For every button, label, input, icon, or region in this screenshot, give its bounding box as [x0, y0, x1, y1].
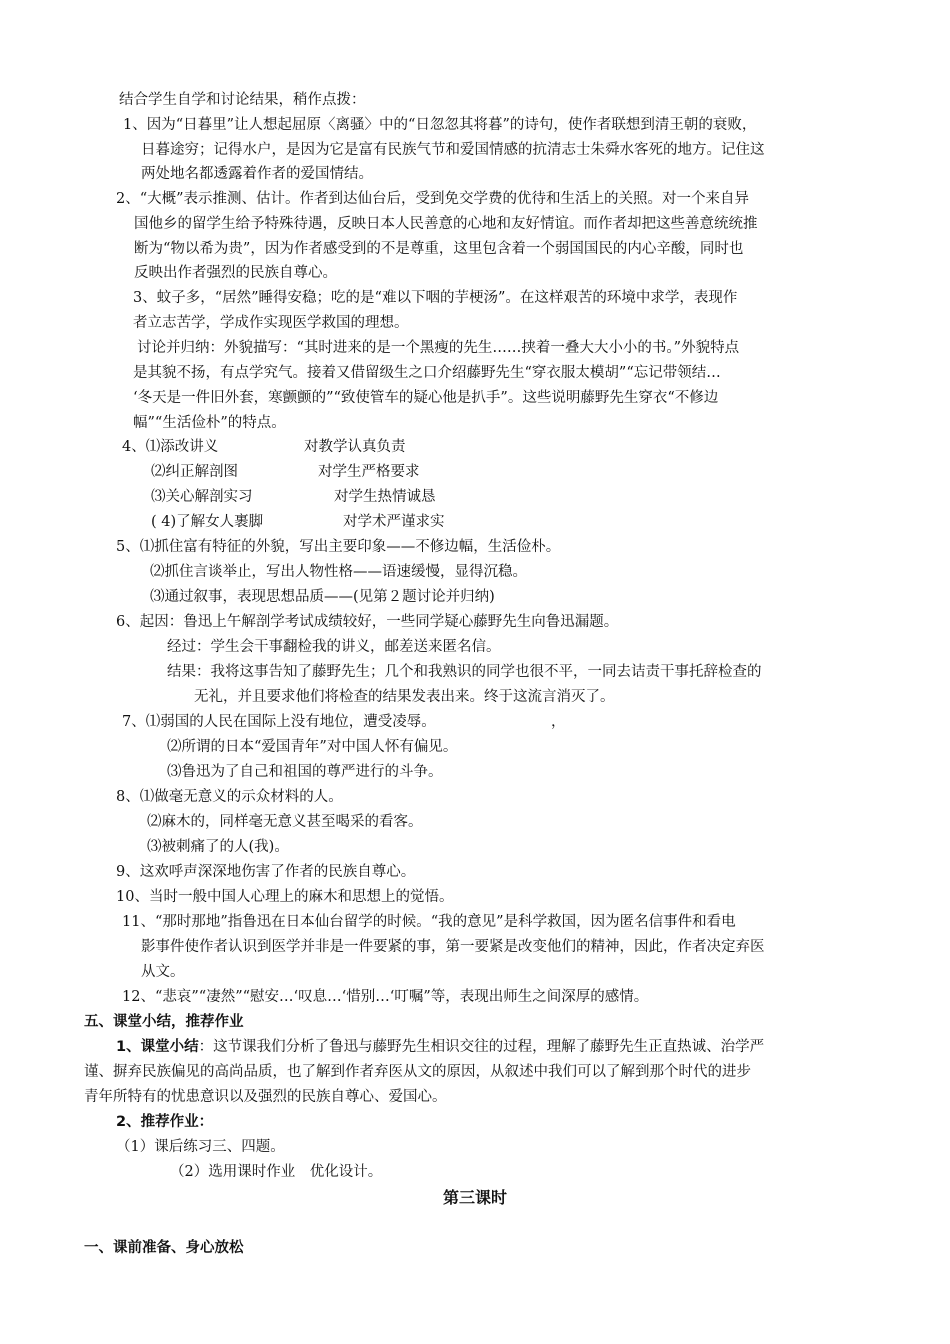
item-4-row-2-left: ⑵纠正解剖图 [151, 464, 238, 480]
summary-line-3: 青年所特有的忧患意识以及强烈的民族自尊心、爱国心。 [84, 1089, 447, 1105]
summary-line-1 [116, 1036, 764, 1058]
summary-label: 1、课堂小结 [116, 1039, 199, 1055]
item-4-row-1-left: 4、⑴添改讲义 [122, 439, 219, 455]
item-2-line-3: 断为“物以希为贵”，因为作者感受到的不是尊重，这里包含着一个弱国国民的内心辛酸，同时也 [134, 241, 744, 257]
item-9-line: 9、这欢呼声深深地伤害了作者的民族自尊心。 [116, 864, 416, 880]
item-1-line-1: 1、因为“日暮里”让人想起屈原〈离骚〉中的“日忽忽其将暮”的诗句，使作者联想到清王朝的衰败， [123, 117, 757, 133]
item-7-line-3: ⑶鲁迅为了自己和祖国的尊严进行的斗争。 [167, 764, 443, 780]
item-5-line-1: 5、⑴抓住富有特征的外貌，写出主要印象——不修边幅，生活俭朴。 [116, 539, 561, 555]
item-11-line-2: 影事件使作者认识到医学并非是一件要紧的事，第一要紧是改变他们的精神，因此，作者决定弃医 [141, 939, 765, 955]
item-11-line-3: 从文。 [141, 964, 185, 980]
discussion-line-2: 是其貌不扬，有点学究气。接着又借留级生之口介绍藤野先生“穿衣服太模胡”“忘记带领结… [133, 365, 721, 381]
item-4-row-4-left: ( 4)了解女人裹脚 [151, 514, 264, 530]
item-4-row-4-right: 对学术严谨求实 [343, 514, 445, 530]
item-4-row-3-left: ⑶关心解剖实习 [151, 489, 253, 505]
item-10-line: 10、当时一般中国人心理上的麻木和思想上的觉悟。 [116, 889, 454, 905]
item-6-line-1: 6、起因：鲁迅上午解剖学考试成绩较好，一些同学疑心藤野先生向鲁迅漏题。 [116, 614, 619, 630]
section-1-heading: 一、课前准备、身心放松 [84, 1240, 244, 1256]
item-1-line-2: 日暮途穷；记得水户，是因为它是富有民族气节和爱国情感的抗清志士朱舜水客死的地方。记住这 [141, 142, 765, 158]
discussion-line-3: ‘冬天是一件旧外套，寒颤颤的”“致使管车的疑心他是扒手”。这些说明藤野先生穿衣“不修边 [133, 390, 719, 406]
item-11-line-1: 11、“那时那地”指鲁迅在日本仙台留学的时候。“我的意见”是科学救国，因为匿名信事件和看电 [122, 914, 736, 930]
lesson-3-title: 第三课时 [442, 1188, 507, 1207]
item-6-line-2: 经过：学生会干事翻检我的讲义，邮差送来匿名信。 [167, 639, 501, 655]
item-2-line-1: 2、“大概”表示推测、估计。作者到达仙台后，受到免交学费的优待和生活上的关照。对一个来自异 [116, 191, 750, 207]
homework-item-1: （1）课后练习三、四题。 [116, 1139, 285, 1155]
item-3-line-1: 3、蚊子多，“居然”睡得安稳；吃的是“难以下咽的芋梗汤”。在这样艰苦的环境中求学，表现作 [133, 290, 738, 306]
item-7-stray-comma: ， [551, 714, 566, 730]
item-7-line-2: ⑵所谓的日本“爱国青年”对中国人怀有偏见。 [167, 739, 458, 755]
item-3-line-2: 者立志苦学，学成作实现医学救国的理想。 [133, 315, 409, 331]
item-2-line-4: 反映出作者强烈的民族自尊心。 [134, 265, 337, 281]
discussion-line-1: 讨论并归纳：外貌描写：“其时进来的是一个黑瘦的先生……挟着一叠大大小小的书。”外貌特点 [137, 340, 740, 356]
item-5-line-3: ⑶通过叙事，表现思想品质——(见第２题讨论并归纳) [150, 589, 495, 605]
section-5-heading: 五、课堂小结，推荐作业 [84, 1014, 244, 1030]
homework-item-2: （2）选用课时作业 优化设计。 [170, 1164, 383, 1180]
item-7-line-1: 7、⑴弱国的人民在国际上没有地位，遭受凌辱。 [122, 714, 436, 730]
item-12-line: 12、“悲哀”“凄然”“慰安…‘叹息…‘惜别…‘叮嘱”等，表现出师生之间深厚的感情。 [122, 989, 649, 1005]
item-4-row-1-right: 对教学认真负责 [304, 439, 406, 455]
item-4-row-2-right: 对学生严格要求 [318, 464, 420, 480]
homework-label: 2、推荐作业： [116, 1114, 214, 1130]
item-2-line-2: 国他乡的留学生给予特殊待遇，反映日本人民善意的心地和友好情谊。而作者却把这些善意统统推 [134, 216, 758, 232]
summary-text: ：这节课我们分析了鲁迅与藤野先生相识交往的过程，理解了藤野先生正直热诚、治学严 [198, 1039, 765, 1055]
item-8-line-2: ⑵麻木的，同样毫无意义甚至喝采的看客。 [147, 814, 423, 830]
item-8-line-1: 8、⑴做毫无意义的示众材料的人。 [116, 789, 343, 805]
item-8-line-3: ⑶被刺痛了的人(我)。 [147, 839, 289, 855]
discussion-line-4: 幅”“生活俭朴”的特点。 [133, 415, 286, 431]
item-5-line-2: ⑵抓住言谈举止，写出人物性格——语速缓慢，显得沉稳。 [150, 564, 527, 580]
item-6-line-4: 无礼，并且要求他们将检查的结果发表出来。终于这流言消灭了。 [194, 689, 615, 705]
intro-line: 结合学生自学和讨论结果，稍作点拨： [119, 92, 366, 108]
item-1-line-3: 两处地名都透露着作者的爱国情结。 [141, 166, 373, 182]
summary-line-2: 谨、摒弃民族偏见的高尚品质，也了解到作者弃医从文的原因，从叙述中我们可以了解到那个时代的进步 [84, 1064, 751, 1080]
item-4-row-3-right: 对学生热情诚恳 [334, 489, 436, 505]
item-6-line-3: 结果：我将这事告知了藤野先生；几个和我熟识的同学也很不平，一同去诘责干事托辞检查的 [167, 664, 762, 680]
